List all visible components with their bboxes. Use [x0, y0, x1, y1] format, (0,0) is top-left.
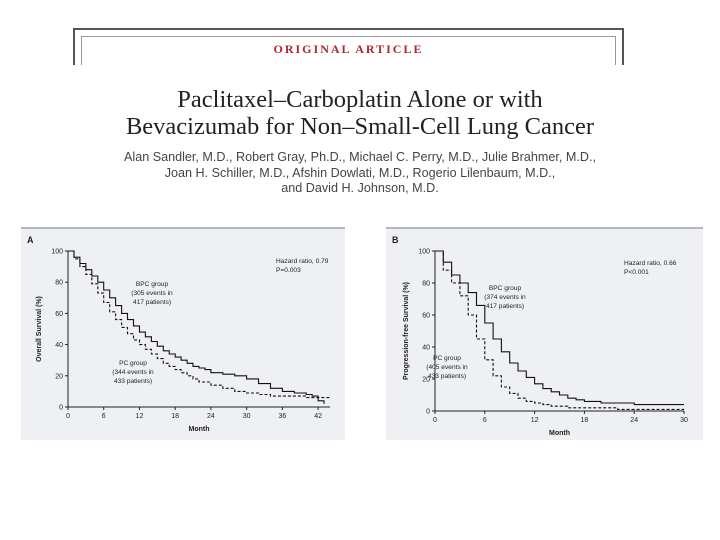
author-line-2: Joan H. Schiller, M.D., Afshin Dowlati, M.D., Rogerio Lilenbaum, M.D., — [164, 165, 556, 180]
bpc-group-label-line: BPC group — [135, 281, 169, 288]
article-section-banner — [73, 28, 624, 65]
x-tick-label: 12 — [135, 413, 144, 420]
panel-b-top-edge — [386, 227, 703, 229]
overall-survival-chart — [21, 227, 345, 440]
title-line-1: Paclitaxel–Carboplatin Alone or with — [177, 86, 543, 113]
figure-panel-a — [21, 227, 345, 440]
panel-letter-b: B — [392, 235, 399, 245]
x-tick-label: 6 — [482, 417, 487, 424]
x-axis-title: Month — [549, 430, 570, 437]
pc-group-label-line: (344 events in — [112, 369, 154, 376]
title-line-2: Bevacizumab for Non–Small-Cell Lung Cancer — [125, 113, 595, 140]
y-axis-title: Progression-free Survival (%) — [403, 281, 410, 381]
banner-inner-frame — [81, 36, 616, 65]
bpc-group-label-line: BPC group — [488, 285, 522, 292]
y-tick-label: 20 — [422, 376, 430, 384]
x-tick-label: 12 — [530, 417, 539, 424]
hazard-ratio-annotation-line: Hazard ratio, 0.66 — [624, 260, 677, 267]
x-tick-label: 0 — [66, 413, 70, 420]
x-tick-label: 42 — [314, 413, 322, 420]
y-tick-label: 100 — [51, 248, 63, 256]
y-tick-label: 100 — [418, 248, 430, 256]
x-tick-label: 6 — [101, 413, 106, 420]
section-label: ORIGINAL ARTICLE — [273, 42, 424, 56]
y-tick-label: 80 — [55, 279, 63, 287]
x-tick-label: 24 — [630, 417, 639, 424]
panel-a-top-edge — [21, 227, 345, 229]
pc-group-label-line: 433 patients) — [113, 378, 153, 385]
y-tick-label: 80 — [422, 280, 430, 288]
x-tick-label: 0 — [433, 417, 437, 424]
x-tick-label: 24 — [207, 413, 215, 420]
bpc-group-label-line: 417 patients) — [132, 299, 172, 306]
panel-letter-a: A — [27, 235, 34, 245]
x-tick-label: 18 — [171, 413, 180, 420]
progression-free-survival-chart — [386, 227, 703, 440]
pc-group-label-line: PC group — [119, 360, 147, 367]
y-tick-label: 20 — [55, 373, 63, 381]
x-tick-label: 36 — [278, 413, 287, 420]
figure-panel-b — [386, 227, 703, 440]
y-tick-label: 60 — [55, 310, 63, 318]
author-line-1: Alan Sandler, M.D., Robert Gray, Ph.D., Michael C. Perry, M.D., Julie Brahmer, M.D., — [124, 150, 596, 164]
pc-group-label-line: PC group — [433, 355, 461, 362]
y-tick-label: 60 — [422, 312, 430, 320]
bpc-group-label-line: (374 events in — [484, 294, 526, 301]
hazard-ratio-annotation-line: P<0.001 — [624, 269, 649, 276]
author-list — [40, 150, 680, 197]
x-axis-title: Month — [188, 426, 210, 433]
bpc-group-label-line: (305 events in — [131, 290, 173, 297]
x-tick-label: 18 — [580, 417, 589, 424]
y-tick-label: 0 — [426, 408, 430, 416]
x-tick-label: 30 — [242, 413, 251, 420]
y-tick-label: 40 — [55, 342, 63, 350]
hazard-ratio-annotation-line: Hazard ratio, 0.79 — [276, 258, 329, 265]
pc-group-label-line: (405 events in — [426, 364, 468, 371]
pc-group-label-line: 433 patients) — [427, 373, 467, 380]
y-tick-label: 40 — [422, 344, 430, 352]
x-tick-label: 30 — [680, 417, 688, 424]
y-tick-label: 0 — [59, 404, 63, 412]
bpc-group-label-line: 417 patients) — [485, 303, 525, 310]
y-axis-title: Overall Survival (%) — [36, 296, 43, 362]
article-title — [40, 86, 680, 140]
hazard-ratio-annotation-line: P=0.003 — [276, 267, 301, 274]
author-line-3: and David H. Johnson, M.D. — [281, 181, 439, 195]
